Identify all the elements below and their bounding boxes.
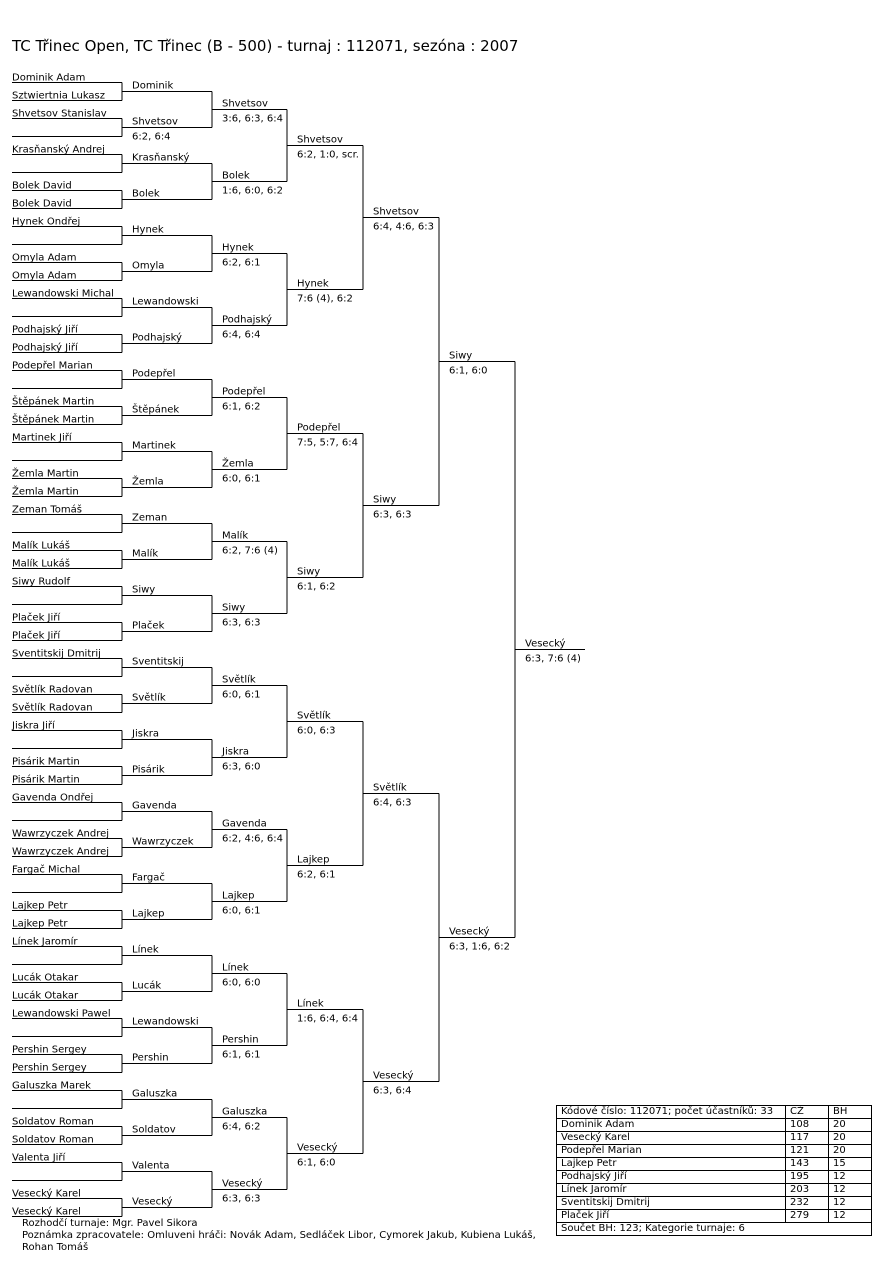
match-winner: Siwy [297,566,321,578]
info-cell: 20 [829,1119,872,1132]
match-winner: Galuszka [132,1088,178,1100]
player-name: Martinek Jiří [12,432,72,444]
match-score: 6:4, 6:3 [373,797,412,809]
player-name: Podhajský Jiří [12,324,78,336]
match-winner: Světlík [297,710,331,722]
info-row [557,1184,872,1197]
match-winner: Línek [132,944,159,956]
match-score: 6:3, 6:3 [373,509,412,521]
info-footer-row [557,1223,872,1236]
match-winner: Žemla [222,458,254,470]
info-cell: Kódové číslo: 112071; počet účastníků: 33 [557,1106,786,1119]
player-name: Soldatov Roman [12,1134,94,1146]
match-winner: Omyla [132,260,165,272]
match-score: 6:0, 6:1 [222,905,261,917]
page-title: TC Třinec Open, TC Třinec (B - 500) - turnaj : 112071, sezóna : 2007 [12,37,519,55]
player-name: Shvetsov Stanislav [12,108,107,120]
player-name: Bolek David [12,198,72,210]
match-winner: Vesecký [132,1196,173,1208]
match-winner: Shvetsov [373,206,419,218]
match-score: 7:6 (4), 6:2 [297,293,353,305]
match-score: 6:3, 6:4 [373,1085,412,1097]
info-row [557,1171,872,1184]
match-winner: Světlík [222,674,256,686]
player-name: Podhajský Jiří [12,342,78,354]
match-winner: Hynek [297,278,329,290]
info-cell: 12 [829,1184,872,1197]
info-cell: 195 [786,1171,829,1184]
match-score: 6:0, 6:3 [297,725,336,737]
player-name: Sventitskij Dmitrij [12,648,101,660]
match-score: 6:3, 6:0 [222,761,261,773]
match-winner: Soldatov [132,1124,176,1136]
match-winner: Siwy [132,584,156,596]
match-score: 1:6, 6:4, 6:4 [297,1013,358,1025]
match-winner: Lucák [132,980,162,992]
player-name: Siwy Rudolf [12,576,71,588]
match-winner: Shvetsov [222,98,268,110]
match-winner: Shvetsov [132,116,178,128]
match-winner: Podepřel [297,422,341,434]
player-name: Lucák Otakar [12,972,79,984]
match-winner: Siwy [373,494,397,506]
match-winner: Hynek [132,224,164,236]
info-cell: Dominik Adam [557,1119,786,1132]
match-winner: Podhajský [132,332,182,344]
match-winner: Shvetsov [297,134,343,146]
info-cell: 143 [786,1158,829,1171]
match-score: 6:2, 6:1 [222,257,261,269]
match-score: 6:3, 7:6 (4) [525,653,581,665]
match-winner: Malík [222,530,249,542]
match-winner: Jiskra [132,728,159,740]
player-name: Štěpánek Martin [12,414,95,426]
player-name: Pisárik Martin [12,774,80,786]
match-winner: Siwy [222,602,246,614]
match-winner: Sventitskij [132,656,184,668]
match-score: 1:6, 6:0, 6:2 [222,185,283,197]
player-name: Lajkep Petr [12,900,68,912]
referee-line: Rozhodčí turnaje: Mgr. Pavel Sikora [22,1218,198,1229]
match-winner: Krasňanský [132,152,190,164]
player-name: Podepřel Marian [12,360,93,372]
match-score: 6:1, 6:0 [297,1157,336,1169]
info-cell: Sventitskij Dmitrij [557,1197,786,1210]
match-winner: Siwy [449,350,473,362]
match-winner: Světlík [132,692,166,704]
match-score: 6:3, 1:6, 6:2 [449,941,510,953]
info-cell: 121 [786,1145,829,1158]
info-row [557,1210,872,1223]
info-cell: 20 [829,1132,872,1145]
match-score: 6:2, 1:0, scr. [297,149,359,161]
match-winner: Vesecký [373,1070,414,1082]
info-row [557,1145,872,1158]
player-name: Línek Jaromír [12,936,78,948]
player-name: Wawrzyczek Andrej [12,846,110,858]
player-name: Wawrzyczek Andrej [12,828,110,840]
match-winner: Wawrzyczek [132,836,194,848]
info-cell: 108 [786,1119,829,1132]
match-winner: Hynek [222,242,254,254]
info-cell: 279 [786,1210,829,1223]
player-name: Žemla Martin [12,486,79,498]
info-cell: Vesecký Karel [557,1132,786,1145]
info-row [557,1197,872,1210]
match-score: 6:1, 6:1 [222,1049,261,1061]
player-name: Vesecký Karel [12,1206,81,1218]
match-winner: Pershin [132,1052,169,1064]
match-winner: Vesecký [297,1142,338,1154]
match-winner: Světlík [373,782,407,794]
player-name: Gavenda Ondřej [12,792,94,804]
info-cell: BH [829,1106,872,1119]
player-name: Světlík Radovan [12,684,93,696]
match-winner: Malík [132,548,159,560]
match-winner: Lajkep [222,890,255,902]
info-cell: Podhajský Jiří [557,1171,786,1184]
player-name: Vesecký Karel [12,1188,81,1200]
info-cell: 12 [829,1210,872,1223]
info-row [557,1119,872,1132]
player-name: Fargač Michal [12,864,81,876]
player-name: Lajkep Petr [12,918,68,930]
player-name: Zeman Tomáš [12,504,82,516]
match-score: 6:1, 6:2 [297,581,336,593]
match-winner: Bolek [132,188,160,200]
match-winner: Valenta [132,1160,170,1172]
match-score: 6:3, 6:3 [222,1193,261,1205]
player-name: Světlík Radovan [12,702,93,714]
player-name: Soldatov Roman [12,1116,94,1128]
match-score: 6:1, 6:2 [222,401,261,413]
match-score: 6:3, 6:3 [222,617,261,629]
match-score: 6:4, 6:4 [222,329,261,341]
player-name: Plaček Jiří [12,630,61,642]
player-name: Lewandowski Pawel [12,1008,111,1020]
match-winner: Galuszka [222,1106,268,1118]
match-winner: Lajkep [132,908,165,920]
info-cell: 117 [786,1132,829,1145]
info-cell: Plaček Jiří [557,1210,786,1223]
info-cell: 203 [786,1184,829,1197]
match-winner: Gavenda [222,818,267,830]
match-score: 6:0, 6:1 [222,473,261,485]
match-score: 6:2, 7:6 (4) [222,545,278,557]
match-score: 7:5, 5:7, 6:4 [297,437,358,449]
match-winner: Bolek [222,170,250,182]
match-winner: Žemla [132,476,164,488]
match-winner: Martinek [132,440,176,452]
player-name: Dominik Adam [12,72,86,84]
player-name: Krasňanský Andrej [12,144,105,156]
player-name: Lewandowski Michal [12,288,114,300]
player-name: Pershin Sergey [12,1044,87,1056]
player-name: Malík Lukáš [12,540,70,552]
player-name: Omyla Adam [12,252,77,264]
player-name: Pershin Sergey [12,1062,87,1074]
info-cell: 12 [829,1171,872,1184]
match-winner: Pershin [222,1034,259,1046]
match-score: 6:2, 4:6, 6:4 [222,833,283,845]
player-name: Hynek Ondřej [12,216,81,228]
match-winner: Vesecký [449,926,490,938]
processor-note: Poznámka zpracovatele: Omluveni hráči: Novák Adam, Sedláček Libor, Cymorek Jakub, Kubiena Lukáš, Rohan Tomáš [22,1230,536,1253]
player-name: Žemla Martin [12,468,79,480]
info-row [557,1132,872,1145]
info-cell: 20 [829,1145,872,1158]
match-winner: Vesecký [222,1178,263,1190]
match-winner: Jiskra [222,746,249,758]
footer-notes [22,1218,542,1254]
match-winner: Pisárik [132,764,165,776]
match-winner: Plaček [132,620,165,632]
match-winner: Lajkep [297,854,330,866]
info-footer-cell: Součet BH: 123; Kategorie turnaje: 6 [557,1223,872,1236]
match-score: 6:2, 6:1 [297,869,336,881]
info-cell: Línek Jaromír [557,1184,786,1197]
match-winner: Podhajský [222,314,272,326]
match-winner: Dominik [132,80,174,92]
info-cell: Lajkep Petr [557,1158,786,1171]
info-cell: 232 [786,1197,829,1210]
match-winner: Podepřel [222,386,266,398]
match-winner: Gavenda [132,800,177,812]
info-cell: CŽ [786,1106,829,1119]
match-score: 3:6, 6:3, 6:4 [222,113,283,125]
player-name: Plaček Jiří [12,612,61,624]
match-winner: Fargač [132,872,165,884]
player-name: Lucák Otakar [12,990,79,1002]
player-name: Galuszka Marek [12,1080,91,1092]
match-winner: Línek [297,998,324,1010]
info-header-row [557,1106,872,1119]
match-score: 6:0, 6:0 [222,977,261,989]
player-name: Štěpánek Martin [12,396,95,408]
match-winner: Štěpánek [132,404,180,416]
player-name: Malík Lukáš [12,558,70,570]
match-score: 6:4, 4:6, 6:3 [373,221,434,233]
info-cell: 15 [829,1158,872,1171]
player-name: Valenta Jiří [12,1152,66,1164]
info-cell: 12 [829,1197,872,1210]
info-row [557,1158,872,1171]
match-score: 6:2, 6:4 [132,131,171,143]
match-winner: Lewandowski [132,1016,199,1028]
match-winner: Línek [222,962,249,974]
match-winner: Zeman [132,512,168,524]
player-name: Sztwiertnia Lukasz [12,90,106,102]
player-name: Omyla Adam [12,270,77,282]
player-name: Pisárik Martin [12,756,80,768]
player-name: Jiskra Jiří [12,720,55,732]
match-winner: Lewandowski [132,296,199,308]
match-score: 6:4, 6:2 [222,1121,261,1133]
match-score: 6:0, 6:1 [222,689,261,701]
match-winner: Vesecký [525,638,566,650]
info-cell: Podepřel Marian [557,1145,786,1158]
match-score: 6:1, 6:0 [449,365,488,377]
tournament-info-table [556,1105,872,1236]
player-name: Bolek David [12,180,72,192]
match-winner: Podepřel [132,368,176,380]
